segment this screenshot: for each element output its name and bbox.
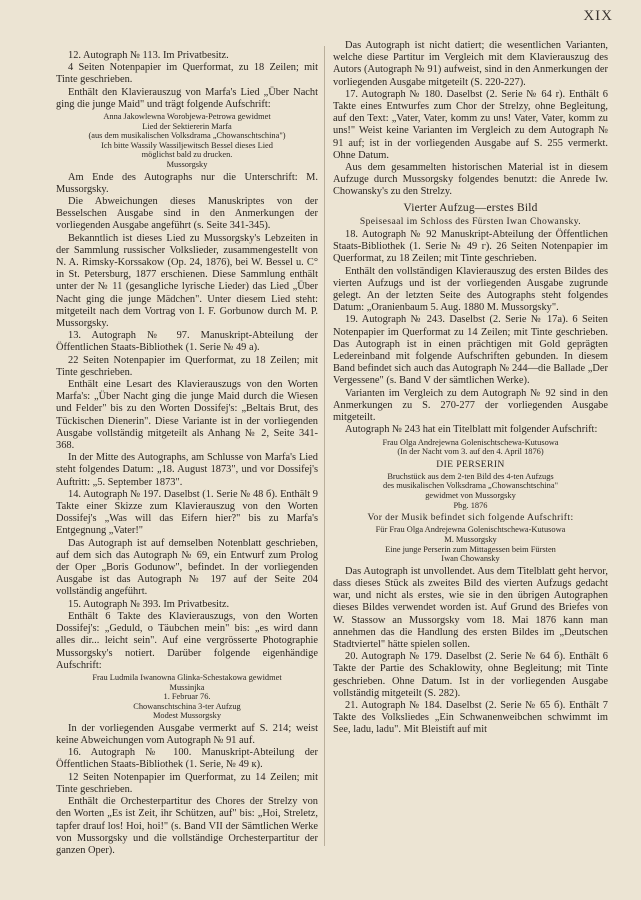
inscription-line: Eine junge Perserin zum Mittagessen beim Fürsten bbox=[385, 544, 556, 554]
paragraph: Vor der Musik befindet sich folgende Aufschrift: bbox=[367, 512, 574, 524]
paragraph: Das Autograph ist auf demselben Notenblatt geschrieben, auf dem sich das Autograph № 69, ein Entwurf zum Prolog der Oper „Boris Godunow", befindet. In der vorliegenden Ausgabe ist das Autograph № 197 auf der Seite 204 vollständig angeführt. bbox=[56, 537, 318, 598]
left-column bbox=[56, 50, 318, 857]
inscription-line: Frau Ludmila Iwanowna Glinka-Schestakowa gewidmet bbox=[92, 672, 282, 682]
inscription-line: Modest Mussorgsky bbox=[152, 711, 222, 721]
inscription-line: Frau Olga Andrejewna Golenischtschewa-Kutusowa bbox=[382, 437, 559, 447]
section-subheading: Speisesaal im Schloss des Fürsten Iwan Chowansky. bbox=[359, 215, 582, 227]
inscription-block bbox=[56, 673, 318, 721]
entry-20-title: 20. Autograph № 179. Daselbst (2. Serie № 64 б). Enthält 6 Takte der Partie des Schaklowity, ohne Begleitung; mit Tinte geschrieben. Ohne Datum. Ist in der vorliegenden Ausgabe vollständig mitgeteilt (S. 282). bbox=[333, 651, 608, 699]
paragraph: 12 Seiten Notenpapier im Querformat, zu 14 Zeilen; mit Tinte geschrieben. bbox=[56, 771, 318, 795]
inscription-line: Anna Jakowlewna Worobjewa-Petrowa gewidmet bbox=[103, 112, 271, 122]
entry-18-title: 18. Autograph № 92 Manuskript-Abteilung der Öffentlichen Staats-Bibliothek (1. Serie № 49 г). 26 Seiten Notenpapier im Querformat, zu 18 Zeilen; mit Tinte geschrieben. bbox=[333, 229, 608, 265]
entry-15-title: 15. Autograph № 393. Im Privatbesitz. bbox=[68, 598, 230, 610]
entry-12-title: 12. Autograph № 113. Im Privatbesitz. bbox=[68, 50, 229, 61]
paragraph: Enthält eine Lesart des Klavierauszugs von den Worten Marfa's: „Über Nacht ging die junge Maid durch die Wiesen und Felder" bis zu den Worten Dossifej's: „Beltais Brut, des Tückischen Dienerin". Diese Variante ist in der vorliegenden Ausgabe vollständig mitgeteilt als Anhang № 2, Seite 341-368. bbox=[56, 379, 318, 452]
inscription-line: 1. Februar 76. bbox=[163, 692, 211, 702]
paragraph: Am Ende des Autographs nur die Unterschrift: M. Mussorgsky. bbox=[56, 171, 318, 195]
paragraph: Enthält 6 Takte des Klavierauszugs, von den Worten Dossifej's: „Geduld, o Täubchen mein" bis: „es wird dann alles dir... leicht sein". Auf eine vergrösserte Photographie Mussorgsky's notiert. Darüber folgende eigenhändige Aufschrift: bbox=[56, 610, 318, 671]
entry-19-title: 19. Autograph № 243. Daselbst (2. Serie № 17a). 6 Seiten Notenpapier im Querformat zu 14 Zeilen; mit Tinte geschrieben. Das Autograph ist in einen prächtigen mit Gold geprägten Ledereinband mit folgende Aufschriften gebunden. In diesem Band befindet sich auch das Autograph № 244—die Ballade „Der Vergessene" (s. Band V der sämtlichen Werke). bbox=[333, 314, 608, 387]
column-divider bbox=[324, 46, 325, 846]
entry-16-title: 16. Autograph № 100. Manuskript-Abteilung der Öffentlichen Staats-Bibliothek (1. Serie, № 49 к). bbox=[56, 747, 318, 771]
paragraph: In der Mitte des Autographs, am Schlusse von Marfa's Lied steht folgendes Datum: „18. August 1873", und vor Dossifej's Auftritt: „5. September 1873". bbox=[56, 452, 318, 488]
inscription-line: M. Mussorgsky bbox=[444, 535, 497, 545]
inscription-line: Für Frau Olga Andrejewna Golenischtschewa-Kutusowa bbox=[375, 525, 566, 535]
inscription-line: (aus dem musikalischen Volksdrama „Chowanschtschina") bbox=[88, 131, 286, 141]
inscription-line: Bruchstück aus dem 2-ten Bild des 4-ten Aufzugs bbox=[387, 471, 554, 481]
inscription-line: gewidmet von Mussorgsky bbox=[425, 491, 516, 501]
entry-21-title: 21. Autograph № 184. Daselbst (2. Serie № 65 б). Enthält 7 Takte des Volksliedes „Ein Schwanenweibchen schwimmt im See, ladu, ladu". Mit Bleistift auf mit bbox=[333, 700, 608, 736]
inscription-line: möglichst bald zu drucken. bbox=[141, 150, 233, 160]
inscription-block bbox=[333, 525, 608, 563]
inscription-line: Mussorgsky bbox=[166, 159, 208, 169]
paragraph: Aus dem gesammelten historischen Material ist in diesem Aufzuge durch Mussorgsky folgendes benutzt: die Anrede Iw. Chowansky's zu den Strelzy. bbox=[333, 162, 608, 198]
inscription-block bbox=[333, 472, 608, 510]
paragraph: Varianten im Vergleich zu dem Autograph № 92 sind in den Anmerkungen zu S. 270-277 der vorliegenden Ausgabe mitgeteilt. bbox=[333, 387, 608, 424]
inscription-line: Lied der Sektiererin Marfa bbox=[142, 121, 232, 131]
inscription-title: DIE PERSERIN bbox=[436, 458, 505, 470]
paragraph: Autograph № 243 hat ein Titelblatt mit folgender Aufschrift: bbox=[345, 424, 598, 436]
paragraph: Enthält die Orchesterpartitur des Chores der Strelzy von den Worten „Es ist Zeit, ihr Schützen, auf" bis: „Hoi, Streletz, tapfer drauf los! Hoi, hoi!" (s. Band VII der Sämtlichen Werke von Mussorgsky und die vollständige Orchesterpartitur der ganzen Oper). bbox=[56, 796, 318, 856]
inscription-line: Chowanschtschina 3-ter Aufzug bbox=[133, 701, 241, 711]
paragraph: Enthält den vollständigen Klavierauszug des ersten Bildes des vierten Aufzugs und ist der vorliegenden Ausgabe zugrunde gelegt. An der letzten Seite des Autographs steht folgendes Datum: „Oranienbaum 5. Aug. 1880 M. Mussorgsky". bbox=[333, 265, 608, 314]
inscription-line: des musikalischen Volksdrama „Chowanschtschina" bbox=[383, 481, 558, 491]
paragraph: 22 Seiten Notenpapier im Querformat, zu 18 Zeilen; mit Tinte geschrieben. bbox=[56, 354, 318, 378]
inscription-line: Mussinjka bbox=[169, 682, 205, 692]
inscription-block bbox=[333, 438, 608, 457]
inscription-line: Ich bitte Wassily Wassiljewitsch Bessel dieses Lied bbox=[101, 140, 273, 150]
inscription-block bbox=[56, 112, 318, 170]
paragraph: Das Autograph ist nicht datiert; die wesentlichen Varianten, welche diese Partitur im Vergleich mit dem Klavierauszug des Autors (Autograph № 91) aufweist, sind in den Anmerkungen der vorliegenden Ausgabe mitgeteilt (S. 220-227). bbox=[333, 40, 608, 88]
entry-17-title: 17. Autograph № 180. Daselbst (2. Serie № 64 r). Enthält 6 Takte eines Entwurfes zum Chor der Strelzy, ohne Begleitung, auf den Text: „Vater, Vater, komm zu uns! Vater, Vater, komm zu uns!" Weist keine Varianten im Vergleich zu dem Autograph № 91 auf; ist in der vorliegenden Ausgabe auf S. 255 vermerkt. Ohne Datum. bbox=[333, 88, 608, 161]
paragraph: In der vorliegenden Ausgabe vermerkt auf S. 214; weist keine Abweichungen vom Autograph № 91 auf. bbox=[56, 722, 318, 747]
inscription-line: (In der Nacht vom 3. auf den 4. April 1876) bbox=[397, 447, 544, 457]
right-column bbox=[333, 40, 608, 737]
inscription-line: Pbg. 1876 bbox=[453, 500, 488, 510]
page-number: XIX bbox=[583, 8, 613, 24]
paragraph: 4 Seiten Notenpapier im Querformat, zu 18 Zeilen; mit Tinte geschrieben. bbox=[56, 62, 318, 86]
paragraph: Das Autograph ist unvollendet. Aus dem Titelblatt geht hervor, dass dieses Stück als zweites Bild des vierten Aufzugs gedacht war, und nicht als erstes, wie sie in den übrigen Autographen dieses Bildes verwendet worden ist. Auf Grund des Briefes von W. Stassow an Mussorgsky vom 18. Mai 1876 kann man annehmen das die Handlung des ersten Bildes im „Deutschen Stadtviertel" hätte spielen sollen. bbox=[333, 565, 608, 651]
paragraph: Enthält den Klavierauszug von Marfa's Lied „Über Nacht ging die junge Maid" und trägt folgende Aufschrift: bbox=[56, 86, 318, 110]
section-heading: Vierter Aufzug—erstes Bild bbox=[403, 201, 538, 214]
entry-13-title: 13. Autograph № 97. Manuskript-Abteilung der Öffentlichen Staats-Bibliothek (1. Serie № 49 a). bbox=[56, 330, 318, 354]
paragraph: Bekanntlich ist dieses Lied zu Mussorgsky's Lebzeiten in der Sammlung russischer Volkslieder, zusammengestellt von N. A. Rimsky-Korssakow (Op. 24, 1876), bei W. Bessel u. C° in St. Petersburg, 1877 erschienen. Diese Sammlung enthält unter der № 11 (gesangliche lyrische Lieder) das Lied „Über Nacht ging die junge Mädchen". Unter diesem Lied steht: mitgeteilt nach dem Vortrag von I. F. Gorbunow durch M. P. Mussorgsky. bbox=[56, 232, 318, 330]
entry-14-title: 14. Autograph № 197. Daselbst (1. Serie № 48 б). Enthält 9 Takte einer Skizze zum Klavierauszug von den Worten Dossifej's „Was will das Eifern hier?" bis zu Marfa's Entgegnung „Vater!" bbox=[56, 488, 318, 537]
inscription-line: Iwan Chowansky bbox=[441, 554, 500, 564]
paragraph: Die Abweichungen dieses Manuskriptes von der Besselschen Ausgabe sind in den Anmerkungen der vorliegenden Ausgabe angeführt (s. Seite 341-345). bbox=[56, 195, 318, 232]
